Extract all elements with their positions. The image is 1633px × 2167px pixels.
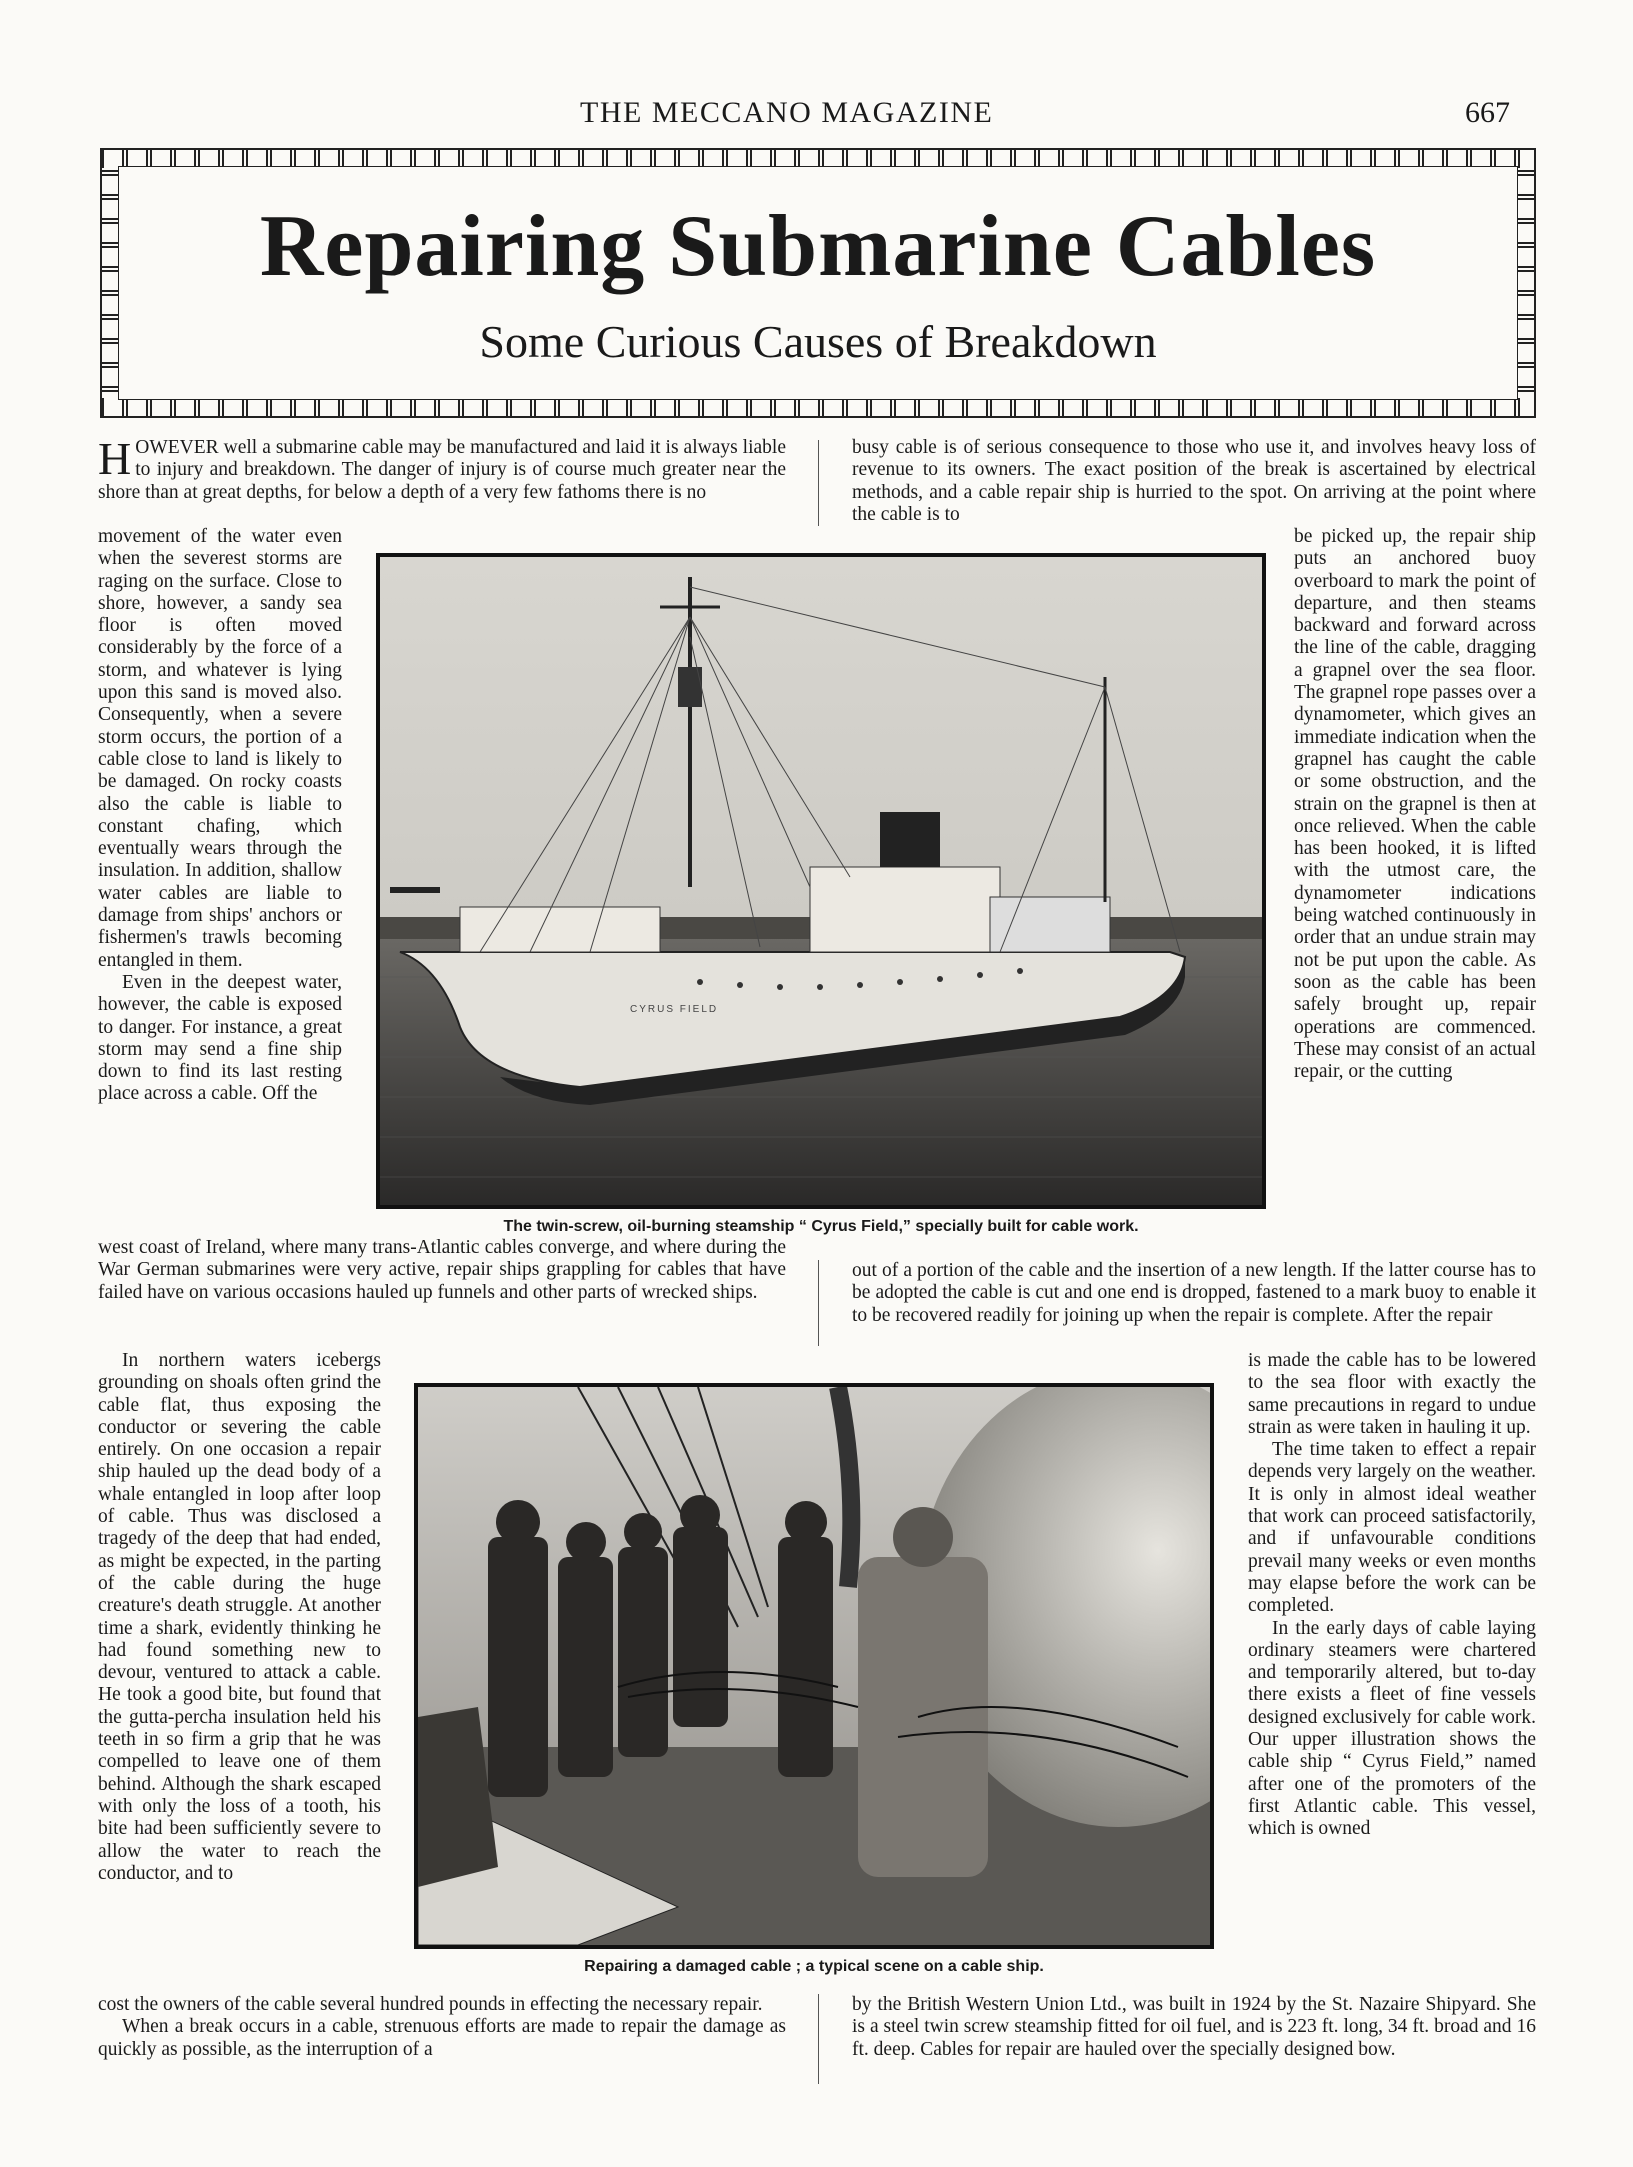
left-column-intro [98, 433, 786, 504]
paragraph: is made the cable has to be lowered to the sea floor with exactly the same precautions in regard to undue strain as were taken in hauling it up. [1248, 1350, 1536, 1438]
left-column-bottom [98, 1994, 786, 2061]
right-column-narrow-1 [1294, 526, 1536, 1083]
paragraph: The time taken to effect a repair depends very largely on the weather. It is only in almost ideal weather that work can proceed satisfactorily, and if unfavourable conditions prevail many weeks or even months may elapse before the work can be completed. [1248, 1439, 1536, 1617]
paragraph: be picked up, the repair ship puts an anchored buoy overboard to mark the point of departure, and then steams backward and forward across the line of the cable, dragging a grapnel over the sea floor. The grapnel rope passes over a dynamometer, which gives an immediate indication when the grapnel has caught the cable or some obstruction, and the strain on the grapnel is then at once relieved. When the cable has been hooked, it is lifted with the utmost care, the dynamometer indications being watched continuously in order that an undue strain may not be put upon the cable. As soon as the cable has been safely brought up, repair operations are commenced. These may consist of an actual repair, or the cutting [1294, 526, 1536, 1083]
left-column-wide-2 [98, 1237, 786, 1304]
magazine-title: THE MECCANO MAGAZINE [580, 96, 994, 129]
article-subtitle: Some Curious Causes of Breakdown [479, 316, 1157, 367]
left-column-narrow-1 [98, 526, 342, 1106]
right-column-wide-2 [852, 1260, 1536, 1327]
right-column-narrow-2 [1248, 1350, 1536, 1841]
ship-photo-caption: The twin-screw, oil-burning steamship “ Cyrus Field,” specially built for cable work. [503, 1218, 1139, 1235]
column-divider [818, 1994, 819, 2084]
paragraph: In the early days of cable laying ordinary steamers were chartered and temporarily altered, but to-day there exists a fleet of fine vessels designed exclusively for cable work. Our upper illustration shows the cable ship “ Cyrus Field,” named after one of the promoters of the first Atlantic cable. This vessel, which is owned [1248, 1617, 1536, 1840]
page-number: 667 [1465, 96, 1510, 129]
column-divider [818, 440, 819, 526]
drop-cap: H [98, 433, 132, 484]
column-divider [818, 1260, 819, 1346]
paragraph: out of a portion of the cable and the insertion of a new length. If the latter course has to be adopted the cable is cut and one end is dropped, fastened to a mark buoy to enable it to be recovered readily for joining up when the repair is complete. After the repair [852, 1260, 1536, 1326]
hull-name: CYRUS FIELD [630, 1004, 719, 1015]
repair-photo [414, 1383, 1214, 1949]
ship-photo [376, 553, 1266, 1209]
paragraph: cost the owners of the cable several hundred pounds in effecting the necessary repair. [98, 1994, 763, 2015]
paragraph: busy cable is of serious consequence to those who use it, and involves heavy loss of revenue to its owners. The exact position of the break is ascertained by electrical methods, and a cable repair ship is hurried to the spot. On arriving at the point where the cable is to [852, 437, 1536, 525]
paragraph: west coast of Ireland, where many trans-Atlantic cables converge, and where during the War German submarines were very active, repair ships grappling for cables that have failed have on various occasions hauled up funnels and other parts of wrecked ships. [98, 1237, 786, 1303]
repair-photo-caption: Repairing a damaged cable ; a typical scene on a cable ship. [584, 1958, 1044, 1975]
title-box [118, 166, 1518, 400]
right-column-bottom [852, 1994, 1536, 2061]
paragraph: by the British Western Union Ltd., was built in 1924 by the St. Nazaire Shipyard. She is a steel twin screw steamship fitted for oil fuel, and is 223 ft. long, 34 ft. broad and 16 ft. deep. Cables for repair are hauled over the specially designed bow. [852, 1994, 1536, 2060]
running-head [100, 96, 1520, 136]
left-column-narrow-2 [98, 1350, 381, 1885]
paragraph: movement of the water even when the severest storms are raging on the surface. Close to shore, however, a sandy sea floor is often moved considerably by the force of a storm, and whatever is lying upon this sand is moved also. Consequently, when a severe storm occurs, the portion of a cable close to land is likely to be damaged. On rocky coasts also the cable is liable to constant chafing, which eventually wears through the insulation. In addition, shallow water cables are liable to damage from ships' anchors or fishermen's trawls becoming entangled in them. [98, 526, 342, 971]
article-title: Repairing Submarine Cables [259, 198, 1377, 295]
right-column-intro [852, 437, 1536, 526]
paragraph: Even in the deepest water, however, the cable is exposed to danger. For instance, a great storm may send a fine ship down to find its last resting place across a cable. Off the [98, 971, 342, 1105]
paragraph [98, 433, 786, 504]
paragraph: When a break occurs in a cable, strenuous efforts are made to repair the damage as quickly as possible, as the interruption of a [98, 2016, 786, 2060]
paragraph-text: OWEVER well a submarine cable may be manufactured and laid it is always liable to injury and breakdown. The danger of injury is of course much greater near the shore than at great depths, for below a depth of a very few fathoms there is no [98, 437, 786, 503]
cable-repair-illustration [418, 1387, 1210, 1945]
cable-ship-illustration [380, 557, 1262, 1205]
paragraph: In northern waters icebergs grounding on shoals often grind the cable flat, thus exposing the conductor or severing the cable entirely. On one occasion a repair ship hauled up the dead body of a whale entangled in loop after loop of cable. Thus was disclosed a tragedy of the deep that had ended, as might be expected, in the parting of the cable during the huge creature's death struggle. At another time a shark, evidently thinking he had found something new to devour, ventured to attack a cable. He took a good bite, but found that the gutta-percha insulation held his teeth in so firm a grip that he was compelled to leave one of them behind. Although the shark escaped with only the loss of a tooth, his bite had been sufficiently severe to allow the water to reach the conductor, and to [98, 1350, 381, 1884]
